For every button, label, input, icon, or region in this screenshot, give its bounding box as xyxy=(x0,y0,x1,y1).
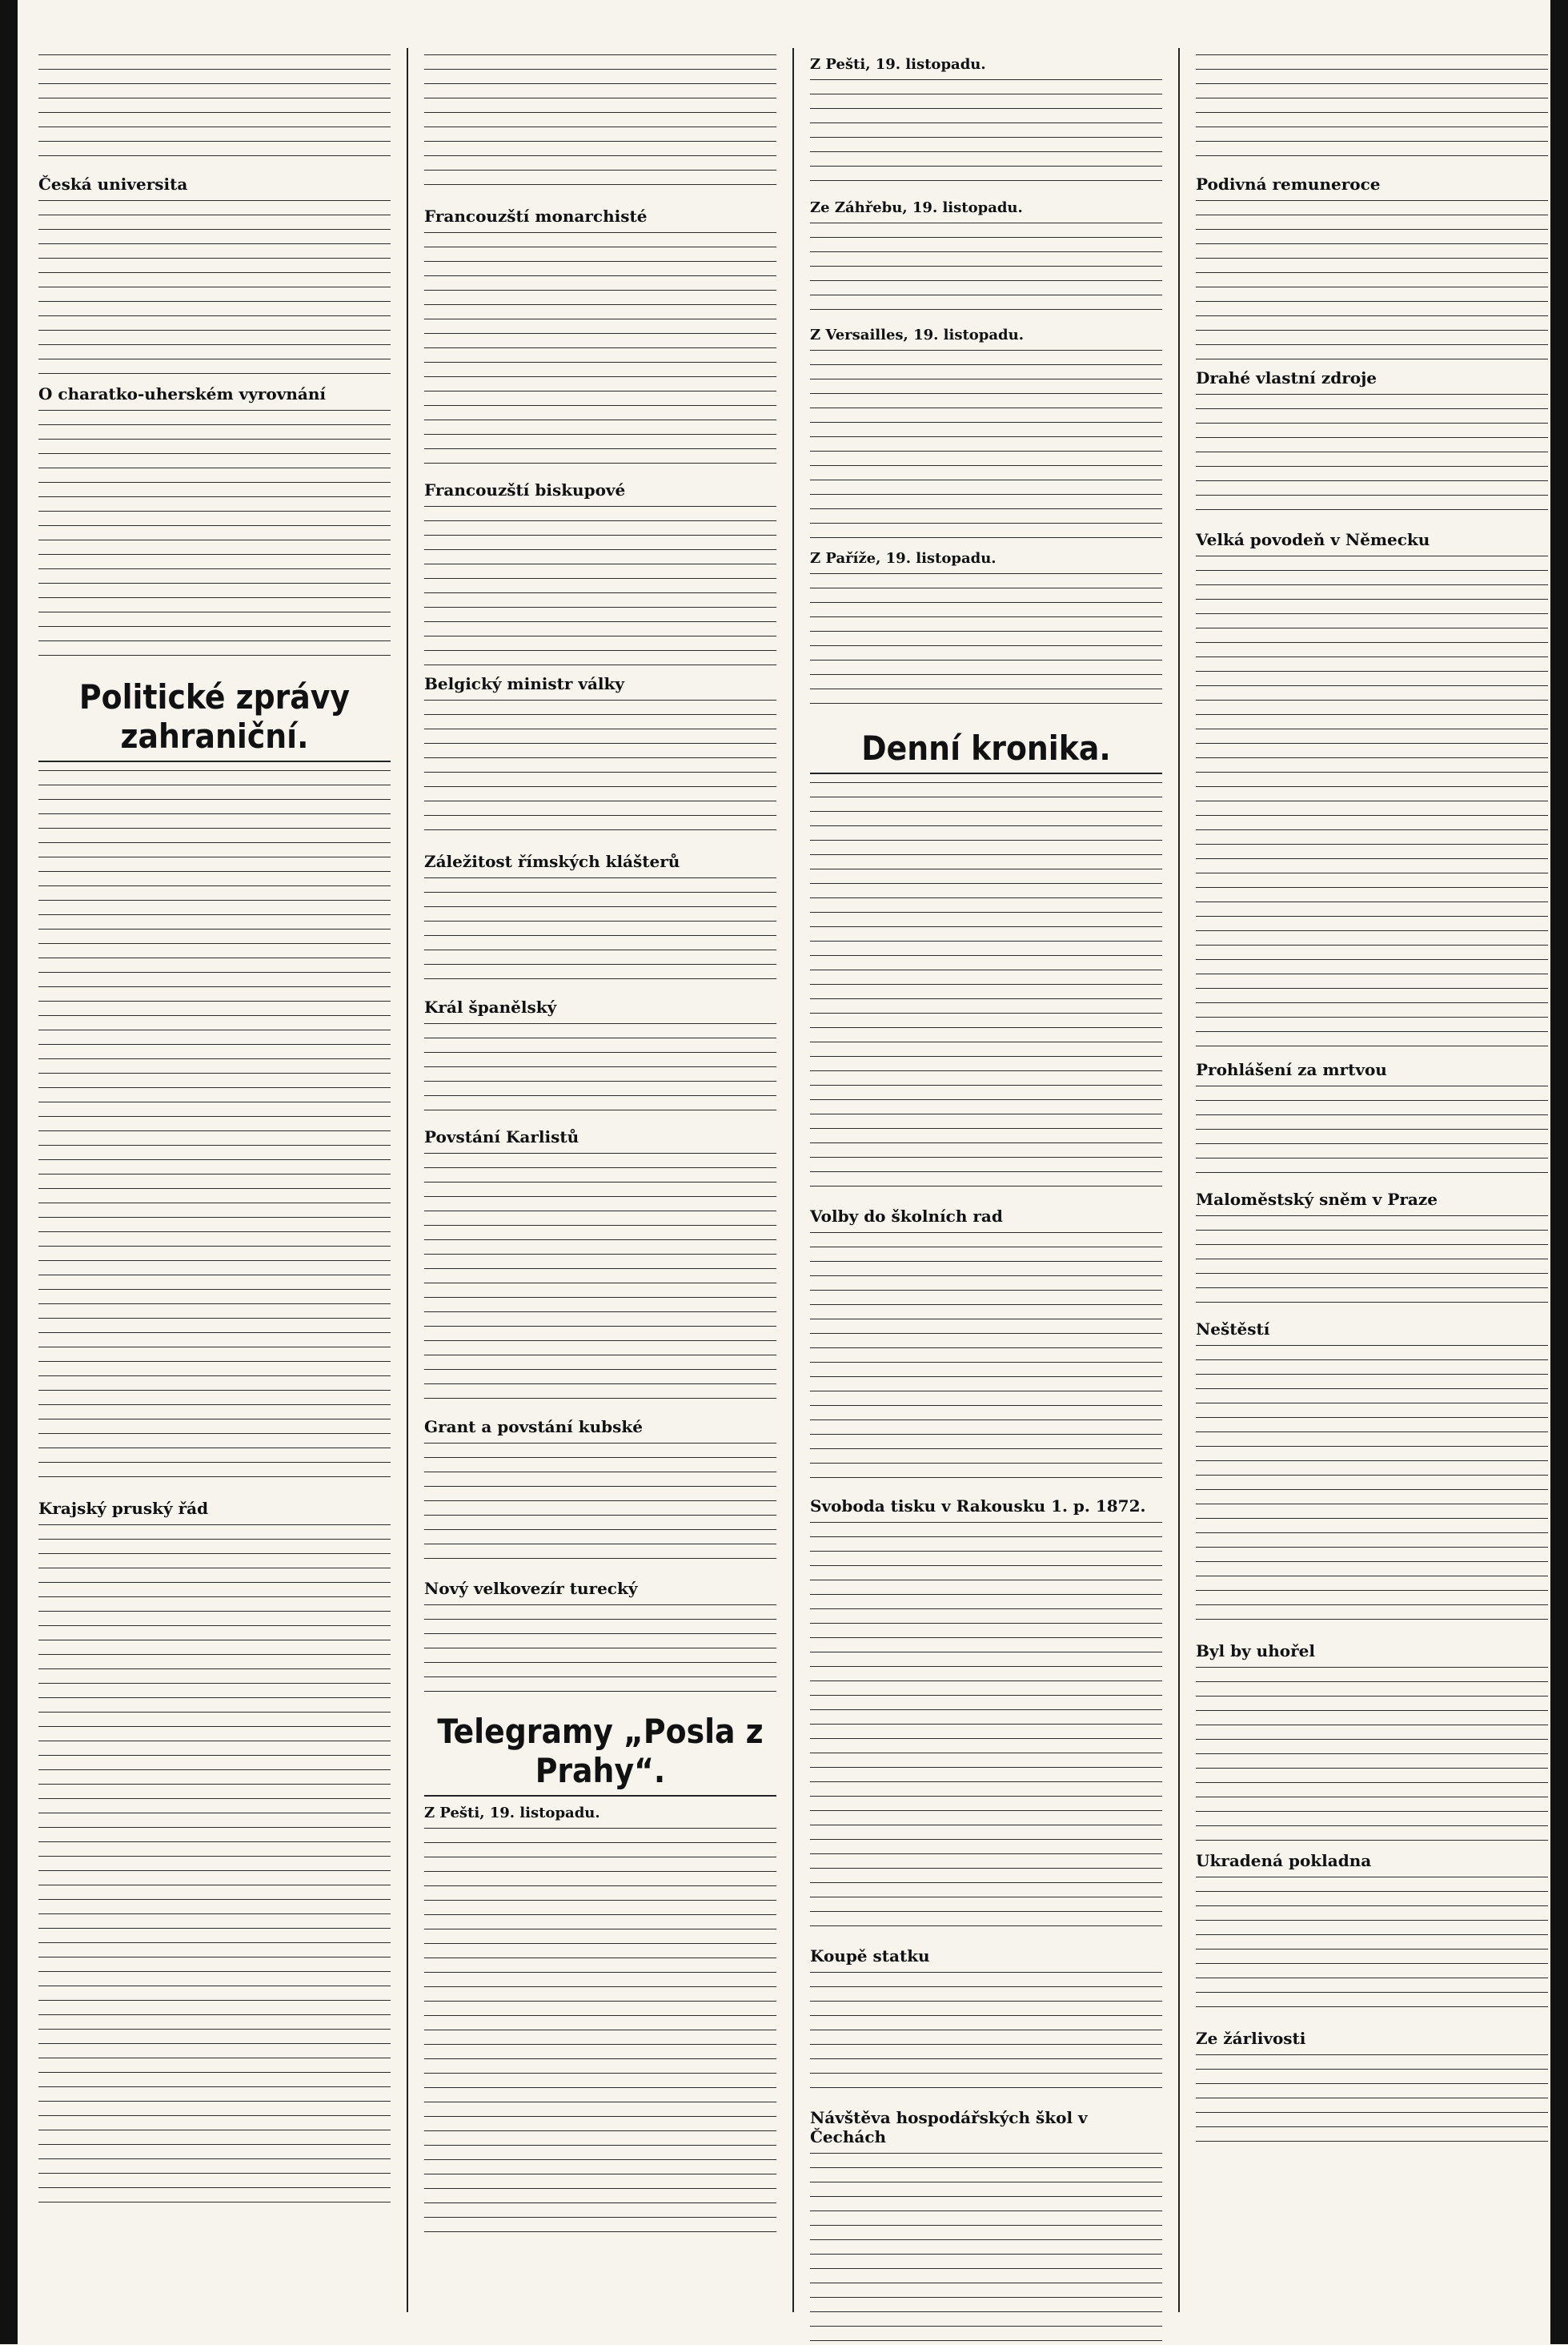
dateline: Z Pešti, 19. listopadu. xyxy=(424,1805,600,1821)
paragraph xyxy=(810,79,1162,191)
paragraph xyxy=(1196,1345,1548,1633)
subhead: Ukradená pokladna xyxy=(1196,1851,1372,1870)
subhead: Grant a povstání kubské xyxy=(424,1417,643,1436)
paragraph xyxy=(1196,54,1548,167)
paragraph xyxy=(424,506,776,666)
paragraph xyxy=(38,54,391,167)
column-1 xyxy=(38,48,391,2312)
subhead: Svoboda tisku v Rakousku 1. p. 1872. xyxy=(810,1496,1146,1516)
column-3 xyxy=(810,48,1162,2312)
subhead: Záležitost římských klášterů xyxy=(424,852,680,871)
dateline: Z Pešti, 19. listopadu. xyxy=(810,56,986,73)
subhead: Krajský pruský řád xyxy=(38,1499,209,1518)
subhead: O charatko-uherském vyrovnání xyxy=(38,384,326,404)
column-2 xyxy=(424,48,776,2312)
subhead: Francouzští monarchisté xyxy=(424,207,648,226)
subhead: Velká povodeň v Německu xyxy=(1196,530,1430,549)
paragraph xyxy=(424,1023,776,1119)
paragraph xyxy=(810,573,1162,717)
subhead: Česká universita xyxy=(38,175,188,194)
paragraph xyxy=(424,877,776,990)
paragraph xyxy=(424,700,776,844)
paragraph xyxy=(424,232,776,472)
right-black-edge xyxy=(1550,0,1568,2344)
subhead: Volby do školních rad xyxy=(810,1207,1003,1226)
paragraph xyxy=(1196,2054,1548,2150)
paragraph xyxy=(424,1604,776,1701)
paragraph xyxy=(424,1828,776,2244)
subhead: Podivná remuneroce xyxy=(1196,175,1381,194)
paragraph xyxy=(1196,1086,1548,1182)
subhead: Povstání Karlistů xyxy=(424,1127,579,1146)
column-4 xyxy=(1196,48,1548,2312)
dateline: Ze Záhřebu, 19. listopadu. xyxy=(810,199,1023,216)
paragraph xyxy=(810,1232,1162,1488)
subhead: Prohlášení za mrtvou xyxy=(1196,1060,1387,1079)
subhead: Belgický ministr války xyxy=(424,674,624,693)
paragraph xyxy=(810,782,1162,1199)
paragraph xyxy=(38,1524,391,2213)
paragraph xyxy=(1196,1667,1548,1843)
paragraph xyxy=(38,200,391,376)
paragraph xyxy=(1196,394,1548,522)
paragraph xyxy=(810,223,1162,319)
paragraph xyxy=(1196,556,1548,1052)
subhead: Drahé vlastní zdroje xyxy=(1196,368,1378,387)
paragraph xyxy=(1196,1877,1548,2021)
dateline: Z Paříže, 19. listopadu. xyxy=(810,550,997,567)
subhead: Maloměstský sněm v Praze xyxy=(1196,1190,1438,1209)
paragraph xyxy=(424,54,776,199)
paragraph xyxy=(810,1522,1162,1938)
paragraph xyxy=(810,1972,1162,2100)
dateline: Z Versailles, 19. listopadu. xyxy=(810,327,1024,343)
section-heading: Politické zprávy zahraniční. xyxy=(38,677,391,762)
paragraph xyxy=(424,1443,776,1571)
subhead: Byl by uhořel xyxy=(1196,1641,1315,1660)
subhead: Neštěstí xyxy=(1196,1319,1270,1339)
subhead: Král španělský xyxy=(424,998,557,1017)
column-rule xyxy=(1178,48,1180,2312)
subhead: Nový velkovezír turecký xyxy=(424,1579,638,1598)
left-black-edge xyxy=(0,0,18,2344)
paragraph xyxy=(810,2153,1162,2345)
subhead: Návštěva hospodářských škol v Čechách xyxy=(810,2108,1088,2146)
subhead: Koupě statku xyxy=(810,1946,930,1966)
column-rule xyxy=(792,48,794,2312)
paragraph xyxy=(38,770,391,1491)
paragraph xyxy=(810,350,1162,542)
paragraph xyxy=(1196,200,1548,360)
subhead: Francouzští biskupové xyxy=(424,480,626,500)
section-heading: Telegramy „Posla z Prahy“. xyxy=(424,1712,776,1797)
subhead: Ze žárlivosti xyxy=(1196,2029,1306,2048)
column-rule xyxy=(407,48,408,2312)
paragraph xyxy=(1196,1215,1548,1311)
section-heading: Denní kronika. xyxy=(810,729,1162,774)
paragraph xyxy=(424,1153,776,1409)
paragraph xyxy=(38,410,391,666)
